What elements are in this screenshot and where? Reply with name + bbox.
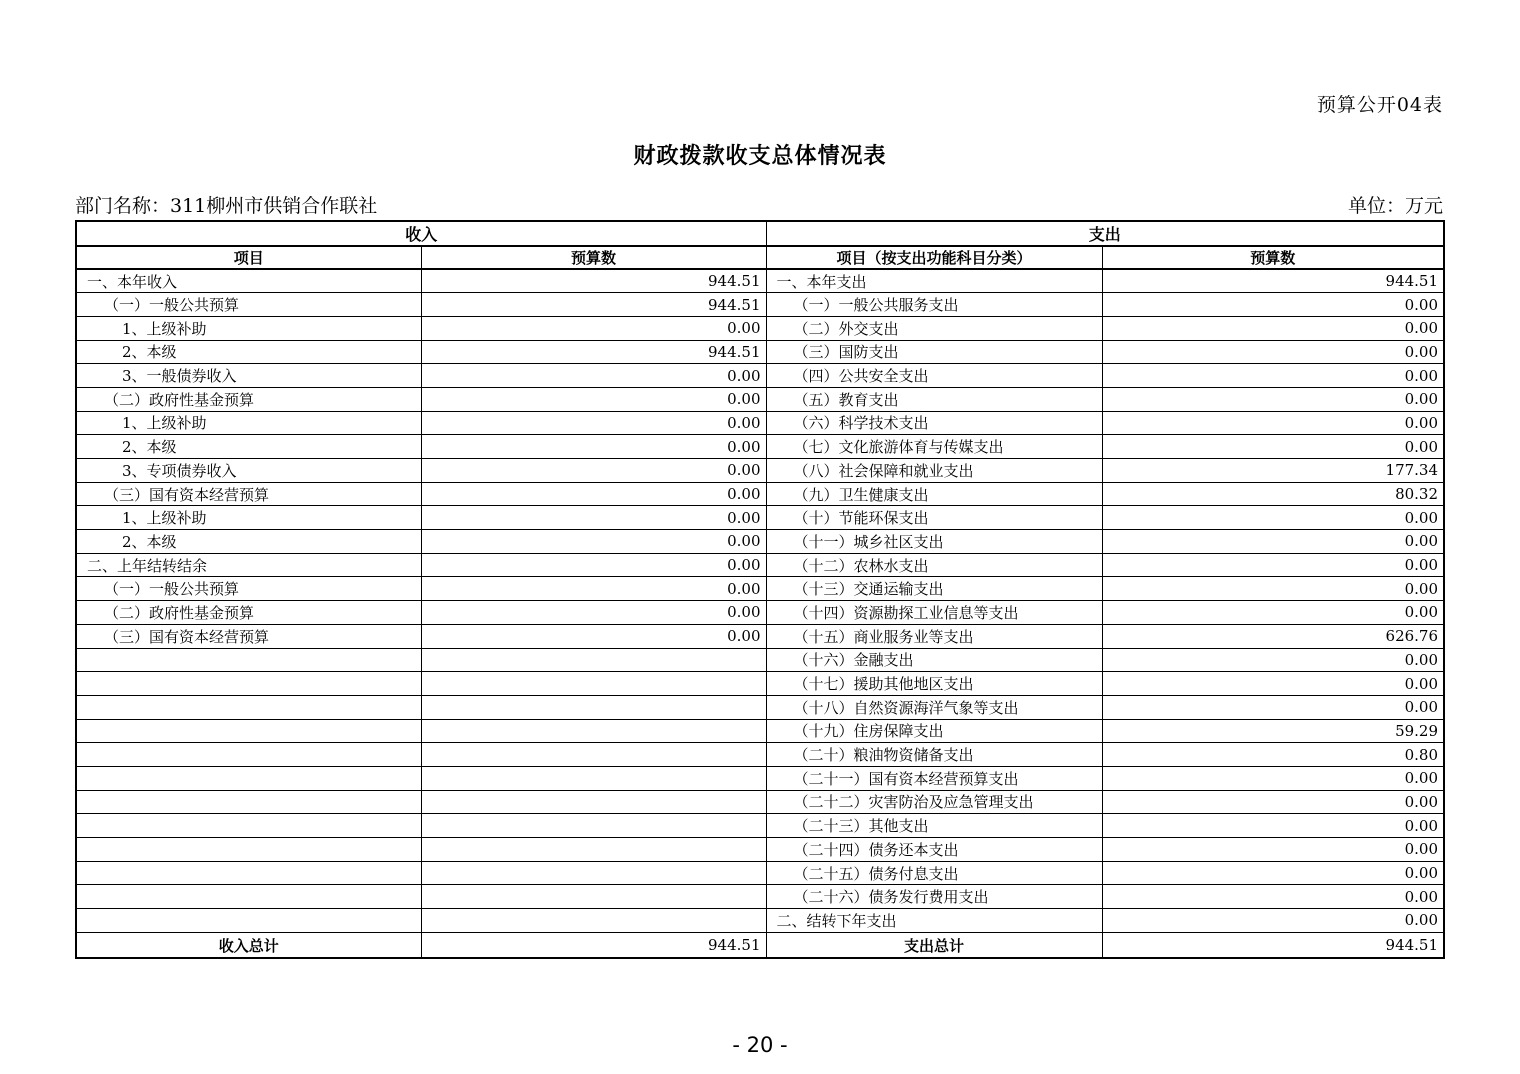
expense-item-label: （二）外交支出 [766,316,1102,340]
section-header-row [76,221,1444,246]
table-row [76,411,1444,435]
expense-budget-value: 0.00 [1102,861,1444,885]
form-number-label: 预算公开04表 [1316,94,1443,116]
table-row [76,316,1444,340]
expense-budget-column-header: 预算数 [1102,246,1444,269]
table-row [76,672,1444,696]
income-budget-value: 0.00 [421,577,766,601]
expense-budget-value: 0.00 [1102,790,1444,814]
income-budget-value: 0.00 [421,601,766,625]
income-item-label: 3、一般债券收入 [76,364,421,388]
table-row [76,340,1444,364]
table-row [76,459,1444,483]
table-row [76,601,1444,625]
table-row [76,269,1444,293]
income-item-label: 2、本级 [76,435,421,459]
expense-item-column-header: 项目（按支出功能科目分类） [766,246,1102,269]
expense-item-label: 一、本年支出 [766,269,1102,293]
table-row [76,743,1444,767]
income-item-label: 1、上级补助 [76,411,421,435]
expense-budget-value: 0.00 [1102,814,1444,838]
expense-budget-value: 0.00 [1102,885,1444,909]
income-budget-value [421,743,766,767]
expense-item-label: （四）公共安全支出 [766,364,1102,388]
income-item-label [76,909,421,933]
income-item-label: 1、上级补助 [76,506,421,530]
income-item-label [76,648,421,672]
income-budget-value [421,861,766,885]
expense-item-label: （十五）商业服务业等支出 [766,624,1102,648]
income-item-label: 2、本级 [76,530,421,554]
income-total-label: 收入总计 [76,932,421,958]
income-item-label [76,766,421,790]
income-item-label [76,861,421,885]
table-row [76,719,1444,743]
income-item-label: （二）政府性基金预算 [76,601,421,625]
meta-row [75,191,1443,218]
income-item-label [76,695,421,719]
expense-budget-value: 0.00 [1102,316,1444,340]
income-budget-value: 0.00 [421,316,766,340]
income-budget-value [421,695,766,719]
income-item-label: 2、本级 [76,340,421,364]
table-row [76,909,1444,933]
income-budget-value: 0.00 [421,624,766,648]
income-item-label: 1、上级补助 [76,316,421,340]
expense-item-label: （一）一般公共服务支出 [766,293,1102,317]
expense-item-label: （八）社会保障和就业支出 [766,459,1102,483]
table-row [76,695,1444,719]
table-row [76,648,1444,672]
expense-item-label: （三）国防支出 [766,340,1102,364]
expense-item-label: （十七）援助其他地区支出 [766,672,1102,696]
income-item-label: 3、专项债券收入 [76,459,421,483]
table-row [76,624,1444,648]
income-budget-value [421,648,766,672]
income-item-label: （二）政府性基金预算 [76,387,421,411]
income-item-label [76,719,421,743]
page-number: - 20 - [732,1033,788,1057]
income-budget-value: 0.00 [421,435,766,459]
income-budget-value [421,766,766,790]
expense-item-label: （二十五）债务付息支出 [766,861,1102,885]
expense-budget-value: 0.00 [1102,695,1444,719]
table-row [76,482,1444,506]
income-item-label [76,790,421,814]
income-budget-value [421,885,766,909]
income-budget-value [421,909,766,933]
income-budget-value: 0.00 [421,506,766,530]
income-budget-value: 0.00 [421,482,766,506]
table-row [76,790,1444,814]
expense-budget-value: 0.00 [1102,530,1444,554]
income-budget-value [421,719,766,743]
expense-budget-value: 0.00 [1102,293,1444,317]
income-budget-value [421,672,766,696]
table-row [76,530,1444,554]
income-section-header: 收入 [76,221,766,246]
expense-budget-value: 0.00 [1102,387,1444,411]
income-budget-value: 944.51 [421,293,766,317]
income-budget-column-header: 预算数 [421,246,766,269]
table-row [76,293,1444,317]
table-row [76,861,1444,885]
table-row [76,766,1444,790]
expense-item-label: （十四）资源勘探工业信息等支出 [766,601,1102,625]
income-budget-value: 0.00 [421,459,766,483]
expense-budget-value: 0.00 [1102,577,1444,601]
expense-budget-value: 0.00 [1102,601,1444,625]
table-row [76,387,1444,411]
expense-item-label: （九）卫生健康支出 [766,482,1102,506]
column-header-row [76,246,1444,269]
table-row [76,814,1444,838]
expense-item-label: （二十四）债务还本支出 [766,838,1102,862]
expense-item-label: （十）节能环保支出 [766,506,1102,530]
expense-budget-value: 0.80 [1102,743,1444,767]
expense-budget-value: 0.00 [1102,506,1444,530]
table-row [76,577,1444,601]
expense-item-label: （六）科学技术支出 [766,411,1102,435]
expense-budget-value: 59.29 [1102,719,1444,743]
expense-item-label: （十六）金融支出 [766,648,1102,672]
expense-item-label: 二、结转下年支出 [766,909,1102,933]
expense-item-label: （十三）交通运输支出 [766,577,1102,601]
income-item-label [76,885,421,909]
income-total-value: 944.51 [421,932,766,958]
income-item-label: （三）国有资本经营预算 [76,482,421,506]
income-item-label: 一、本年收入 [76,269,421,293]
income-item-label: （一）一般公共预算 [76,293,421,317]
table-row [76,506,1444,530]
expense-item-label: （十八）自然资源海洋气象等支出 [766,695,1102,719]
table-row [76,435,1444,459]
expense-budget-value: 626.76 [1102,624,1444,648]
income-item-label: 二、上年结转结余 [76,553,421,577]
expense-budget-value: 0.00 [1102,838,1444,862]
expense-item-label: （二十一）国有资本经营预算支出 [766,766,1102,790]
income-item-label [76,672,421,696]
income-budget-value [421,814,766,838]
expense-budget-value: 0.00 [1102,672,1444,696]
expense-budget-value: 0.00 [1102,648,1444,672]
income-item-label [76,743,421,767]
expense-item-label: （十九）住房保障支出 [766,719,1102,743]
expense-budget-value: 944.51 [1102,269,1444,293]
expense-budget-value: 80.32 [1102,482,1444,506]
table-row [76,838,1444,862]
expense-item-label: （二十六）债务发行费用支出 [766,885,1102,909]
income-item-label: （一）一般公共预算 [76,577,421,601]
expense-item-label: （十二）农林水支出 [766,553,1102,577]
income-item-column-header: 项目 [76,246,421,269]
budget-table-body [76,269,1444,932]
table-row [76,553,1444,577]
expense-item-label: （二十）粮油物资储备支出 [766,743,1102,767]
income-budget-value: 0.00 [421,364,766,388]
expense-total-value: 944.51 [1102,932,1444,958]
income-item-label: （三）国有资本经营预算 [76,624,421,648]
income-budget-value: 0.00 [421,387,766,411]
income-budget-value: 944.51 [421,269,766,293]
expense-section-header: 支出 [766,221,1444,246]
expense-item-label: （五）教育支出 [766,387,1102,411]
budget-table [75,220,1445,959]
expense-budget-value: 0.00 [1102,909,1444,933]
table-row [76,364,1444,388]
income-budget-value: 944.51 [421,340,766,364]
expense-item-label: （十一）城乡社区支出 [766,530,1102,554]
expense-item-label: （二十三）其他支出 [766,814,1102,838]
page-title: 财政拨款收支总体情况表 [633,143,887,169]
income-budget-value: 0.00 [421,553,766,577]
expense-item-label: （二十二）灾害防治及应急管理支出 [766,790,1102,814]
totals-row [76,932,1444,958]
table-row [76,885,1444,909]
income-budget-value [421,790,766,814]
expense-item-label: （七）文化旅游体育与传媒支出 [766,435,1102,459]
income-budget-value [421,838,766,862]
department-name-label: 部门名称：311柳州市供销合作联社 [75,195,378,217]
income-item-label [76,838,421,862]
expense-budget-value: 0.00 [1102,364,1444,388]
expense-budget-value: 0.00 [1102,411,1444,435]
income-budget-value: 0.00 [421,411,766,435]
expense-budget-value: 0.00 [1102,340,1444,364]
expense-budget-value: 0.00 [1102,766,1444,790]
expense-budget-value: 177.34 [1102,459,1444,483]
expense-budget-value: 0.00 [1102,553,1444,577]
income-item-label [76,814,421,838]
expense-budget-value: 0.00 [1102,435,1444,459]
expense-total-label: 支出总计 [766,932,1102,958]
income-budget-value: 0.00 [421,530,766,554]
unit-label: 单位：万元 [1347,195,1443,217]
